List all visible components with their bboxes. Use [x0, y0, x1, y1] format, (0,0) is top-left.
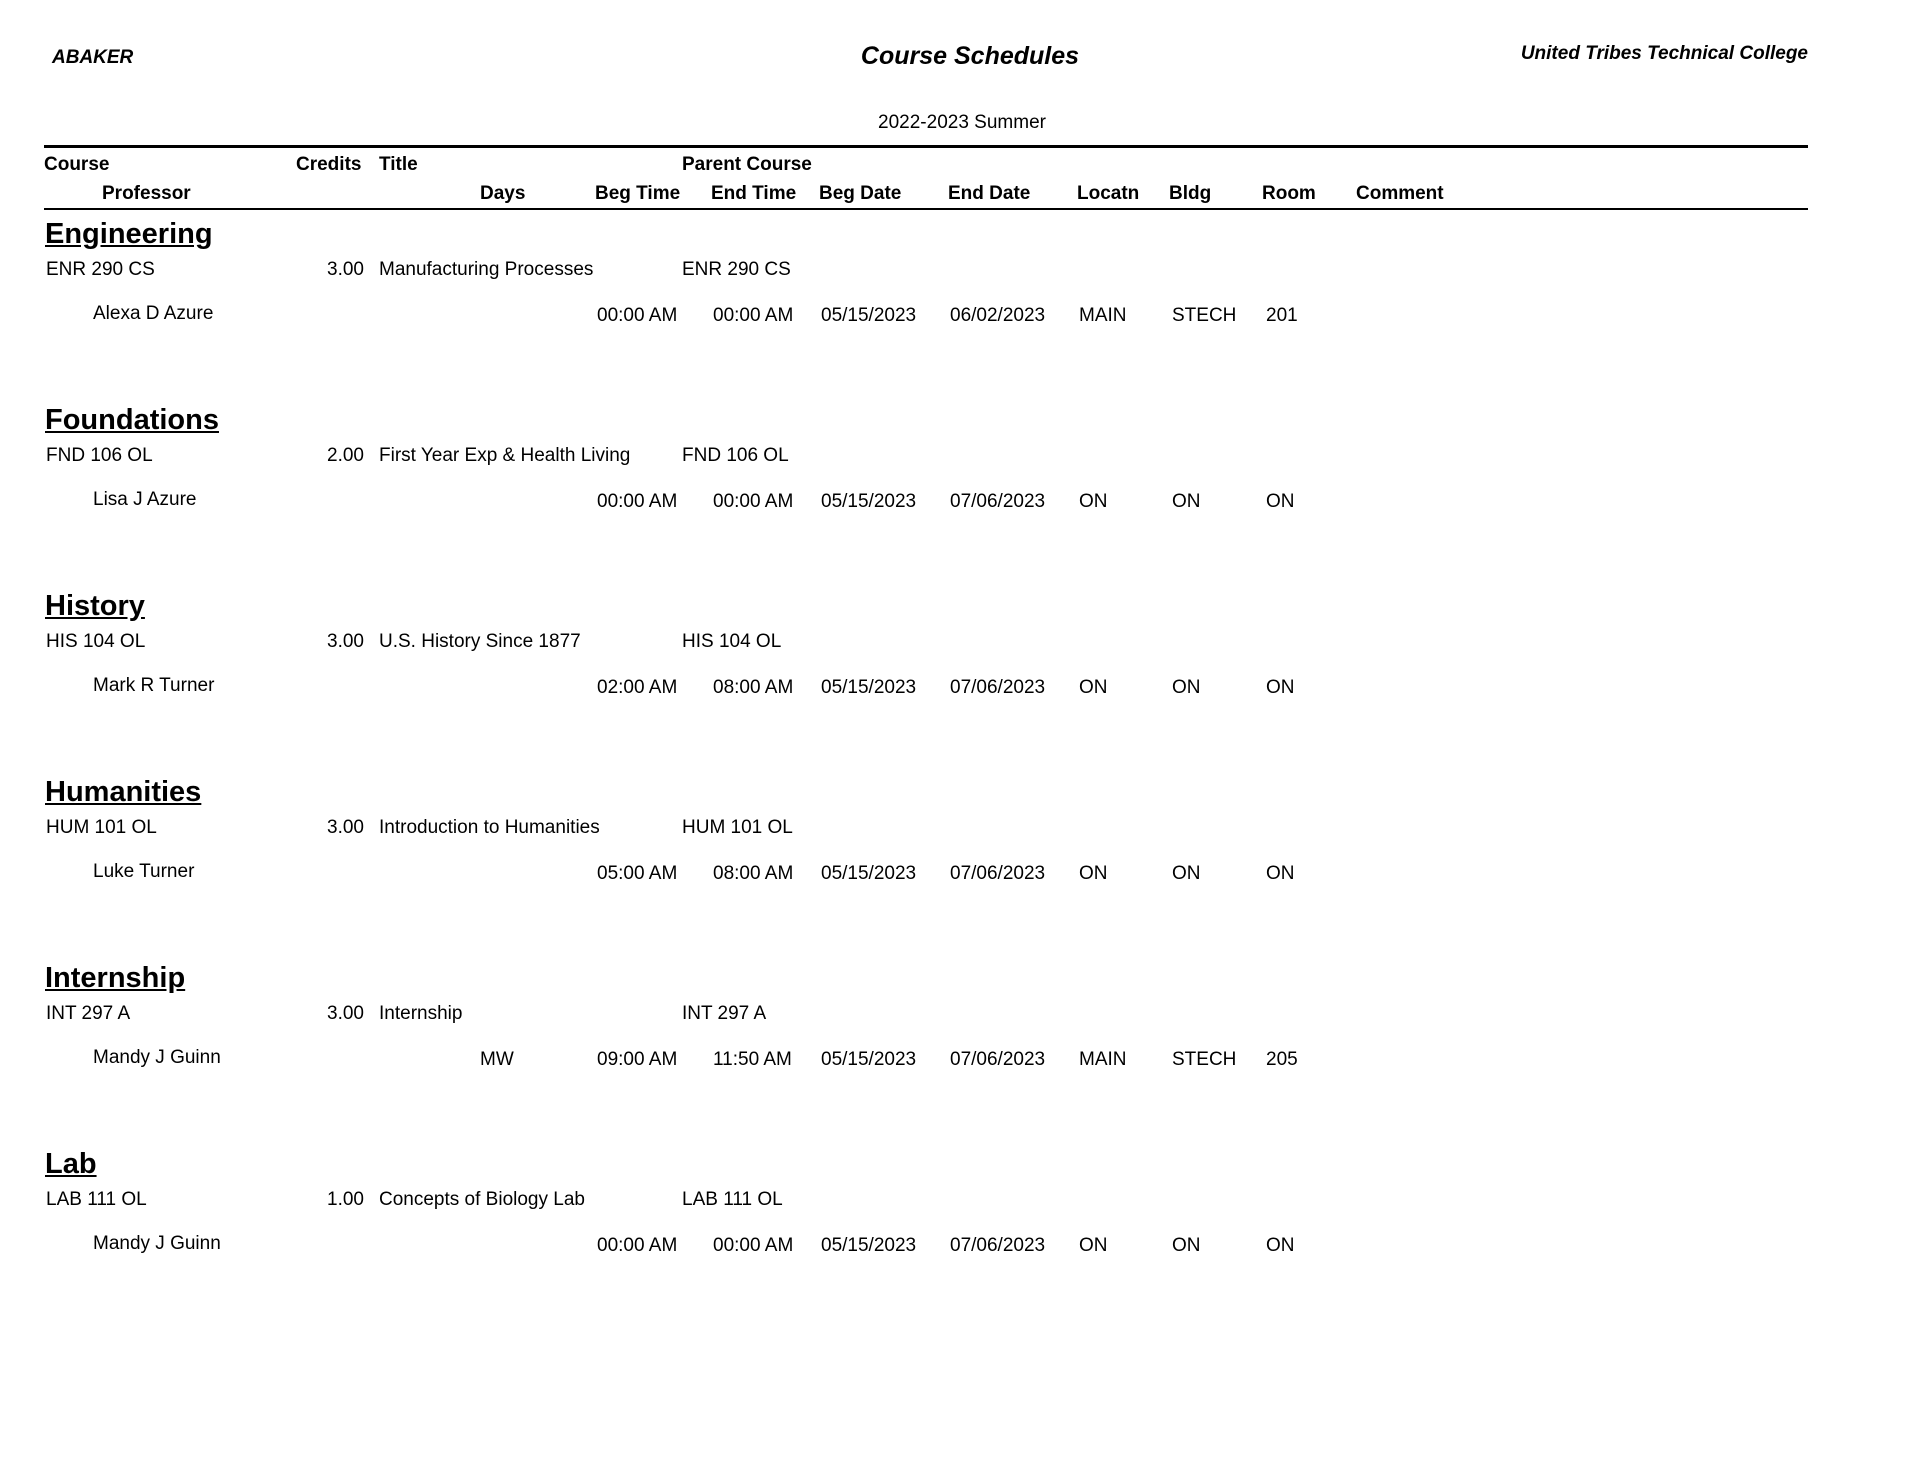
col-header-building: Bldg: [1169, 183, 1212, 204]
begin-date: 05/15/2023: [821, 863, 917, 884]
header-rule-top: [44, 145, 1808, 148]
meeting-days: MW: [480, 1049, 514, 1070]
end-time: 00:00 AM: [713, 1235, 794, 1256]
end-date: 07/06/2023: [950, 863, 1046, 884]
col-header-parent-course: Parent Course: [682, 154, 812, 175]
room: ON: [1266, 491, 1295, 512]
professor-name: Mandy J Guinn: [93, 1233, 221, 1254]
course-code: ENR 290 CS: [46, 259, 155, 280]
professor-name: Mark R Turner: [93, 675, 215, 696]
parent-course: LAB 111 OL: [682, 1189, 783, 1210]
end-date: 07/06/2023: [950, 677, 1046, 698]
course-code: INT 297 A: [46, 1003, 131, 1024]
course-credits: 3.00: [327, 631, 364, 652]
course-credits: 3.00: [327, 1003, 364, 1024]
end-date: 06/02/2023: [950, 305, 1046, 326]
begin-date: 05/15/2023: [821, 1235, 917, 1256]
section-heading: Engineering: [45, 218, 213, 250]
col-header-professor: Professor: [102, 183, 191, 204]
location: ON: [1079, 491, 1108, 512]
begin-time: 02:00 AM: [597, 677, 678, 698]
professor-name: Lisa J Azure: [93, 489, 197, 510]
begin-time: 00:00 AM: [597, 305, 678, 326]
col-header-end-time: End Time: [711, 183, 797, 204]
course-title: Concepts of Biology Lab: [379, 1189, 585, 1210]
parent-course: ENR 290 CS: [682, 259, 791, 280]
end-time: 00:00 AM: [713, 491, 794, 512]
building: ON: [1172, 1235, 1201, 1256]
end-date: 07/06/2023: [950, 1049, 1046, 1070]
course-credits: 3.00: [327, 259, 364, 280]
building: STECH: [1172, 305, 1237, 326]
institution-name: United Tribes Technical College: [1520, 43, 1808, 64]
report-user: ABAKER: [52, 47, 134, 68]
col-header-comment: Comment: [1356, 183, 1444, 204]
parent-course: HIS 104 OL: [682, 631, 782, 652]
begin-date: 05/15/2023: [821, 305, 917, 326]
col-header-end-date: End Date: [948, 183, 1031, 204]
begin-date: 05/15/2023: [821, 491, 917, 512]
professor-name: Mandy J Guinn: [93, 1047, 221, 1068]
course-title: Manufacturing Processes: [379, 259, 594, 280]
room: ON: [1266, 1235, 1295, 1256]
course-code: HUM 101 OL: [46, 817, 157, 838]
course-code: FND 106 OL: [46, 445, 153, 466]
begin-time: 00:00 AM: [597, 1235, 678, 1256]
professor-name: Luke Turner: [93, 861, 195, 882]
report-title: Course Schedules: [860, 42, 1080, 70]
location: ON: [1079, 1235, 1108, 1256]
building: ON: [1172, 491, 1201, 512]
room: ON: [1266, 863, 1295, 884]
location: MAIN: [1079, 1049, 1127, 1070]
begin-time: 09:00 AM: [597, 1049, 678, 1070]
course-title: Introduction to Humanities: [379, 817, 600, 838]
section-heading: Humanities: [45, 776, 202, 808]
location: ON: [1079, 863, 1108, 884]
end-time: 00:00 AM: [713, 305, 794, 326]
col-header-title: Title: [379, 154, 418, 175]
course-credits: 3.00: [327, 817, 364, 838]
end-time: 11:50 AM: [713, 1049, 792, 1070]
parent-course: FND 106 OL: [682, 445, 789, 466]
parent-course: HUM 101 OL: [682, 817, 793, 838]
col-header-room: Room: [1262, 183, 1316, 204]
term-label: 2022-2023 Summer: [878, 112, 1046, 133]
course-code: LAB 111 OL: [46, 1189, 147, 1210]
col-header-days: Days: [480, 183, 526, 204]
course-title: First Year Exp & Health Living: [379, 445, 631, 466]
end-time: 08:00 AM: [713, 863, 794, 884]
building: STECH: [1172, 1049, 1237, 1070]
building: ON: [1172, 677, 1201, 698]
course-title: Internship: [379, 1003, 463, 1024]
section-heading: Foundations: [45, 404, 219, 436]
room: 205: [1266, 1049, 1298, 1070]
professor-name: Alexa D Azure: [93, 303, 214, 324]
room: ON: [1266, 677, 1295, 698]
section-heading: Lab: [45, 1148, 97, 1180]
begin-time: 05:00 AM: [597, 863, 678, 884]
header-rule-bottom: [44, 208, 1808, 210]
parent-course: INT 297 A: [682, 1003, 767, 1024]
begin-time: 00:00 AM: [597, 491, 678, 512]
location: ON: [1079, 677, 1108, 698]
col-header-beg-date: Beg Date: [819, 183, 902, 204]
end-date: 07/06/2023: [950, 1235, 1046, 1256]
col-header-beg-time: Beg Time: [595, 183, 681, 204]
course-credits: 2.00: [327, 445, 364, 466]
course-title: U.S. History Since 1877: [379, 631, 581, 652]
course-code: HIS 104 OL: [46, 631, 146, 652]
location: MAIN: [1079, 305, 1127, 326]
end-date: 07/06/2023: [950, 491, 1046, 512]
end-time: 08:00 AM: [713, 677, 794, 698]
course-credits: 1.00: [327, 1189, 364, 1210]
begin-date: 05/15/2023: [821, 1049, 917, 1070]
begin-date: 05/15/2023: [821, 677, 917, 698]
col-header-course: Course: [44, 154, 110, 175]
building: ON: [1172, 863, 1201, 884]
section-heading: History: [45, 590, 145, 622]
section-heading: Internship: [45, 962, 186, 994]
room: 201: [1266, 305, 1298, 326]
col-header-location: Locatn: [1077, 183, 1140, 204]
col-header-credits: Credits: [296, 154, 362, 175]
